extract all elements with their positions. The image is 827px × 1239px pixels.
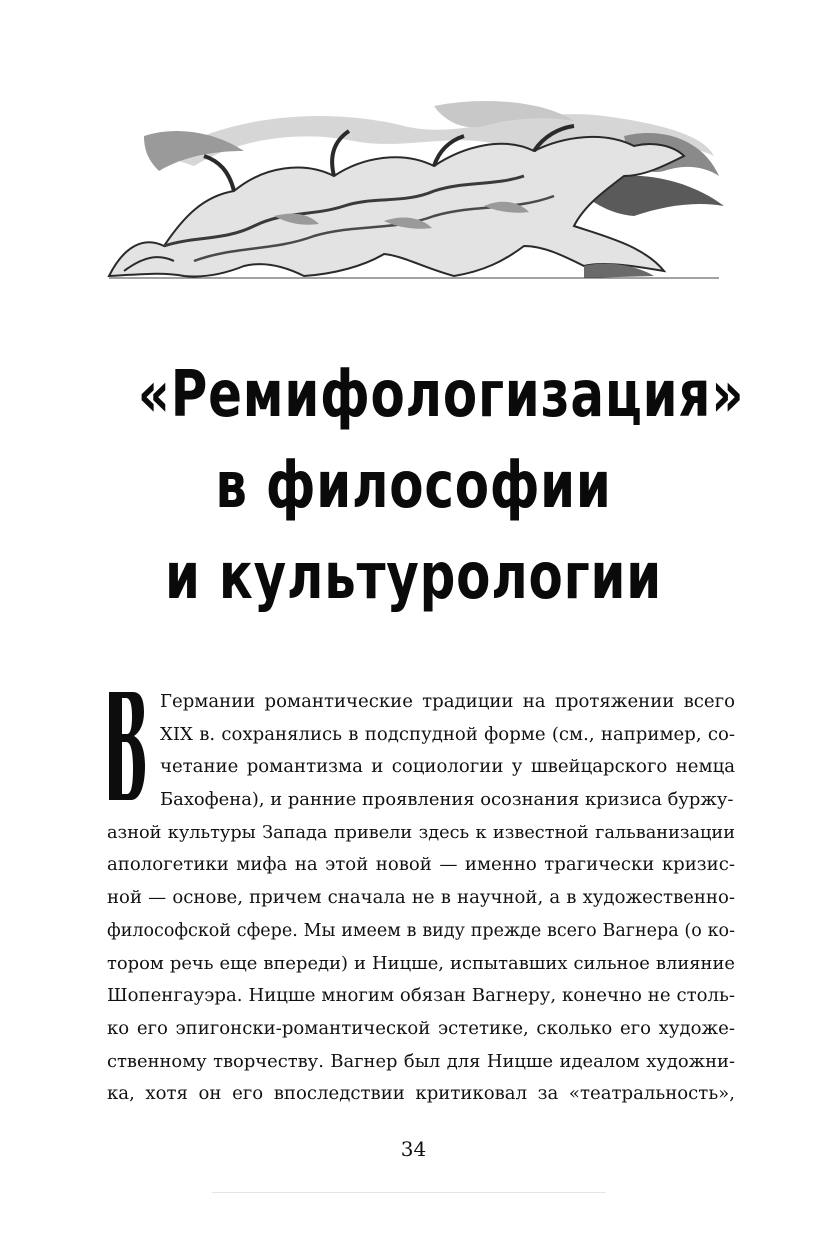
footer-divider <box>212 1192 606 1193</box>
body-line-2: XIX в. сохранялись в подспудной форме (см., например, со- <box>160 723 735 745</box>
body-line-13: ка, хотя он его впоследствии критиковал за «театральность», <box>107 1083 735 1105</box>
body-line-11: ко его эпигонски-романтической эстетике, сколько его художе- <box>107 1017 735 1039</box>
body-text <box>107 686 735 1111</box>
body-line-12: ственному творчеству. Вагнер был для Ницше идеалом художни- <box>107 1050 735 1072</box>
body-line-10: Шопенгауэра. Ницше многим обязан Вагнеру, конечно не столь- <box>107 985 735 1007</box>
body-line-4: Бахофена), и ранние проявления осознания кризиса буржу- <box>160 789 734 811</box>
body-line-5: азной культуры Запада привели здесь к известной гальванизации <box>107 822 735 843</box>
chapter-title-line-2: в философии <box>215 449 612 523</box>
body-line-9: тором речь еще впереди) и Ницше, испытавших сильное влияние <box>107 952 735 974</box>
chapter-title-line-3: и культурологии <box>164 540 663 614</box>
gnarled-tree-roots-illustration <box>104 96 728 286</box>
body-line-1: Германии романтические традиции на протяжении всего <box>160 691 735 712</box>
body-line-8: философской сфере. Мы имеем в виду прежде всего Вагнера (о ко- <box>107 920 735 941</box>
body-line-7: ной — основе, причем сначала не в научной, а в художественно- <box>107 887 735 909</box>
chapter-title-line-1: «Ремифологизация» <box>137 358 745 432</box>
chapter-title <box>137 350 745 623</box>
body-line-3: четание романтизма и социологии у швейцарского немца <box>160 756 735 778</box>
page-number: 34 <box>400 1137 427 1161</box>
body-line-6: апологетики мифа на этой новой — именно трагически кризис- <box>107 854 735 876</box>
